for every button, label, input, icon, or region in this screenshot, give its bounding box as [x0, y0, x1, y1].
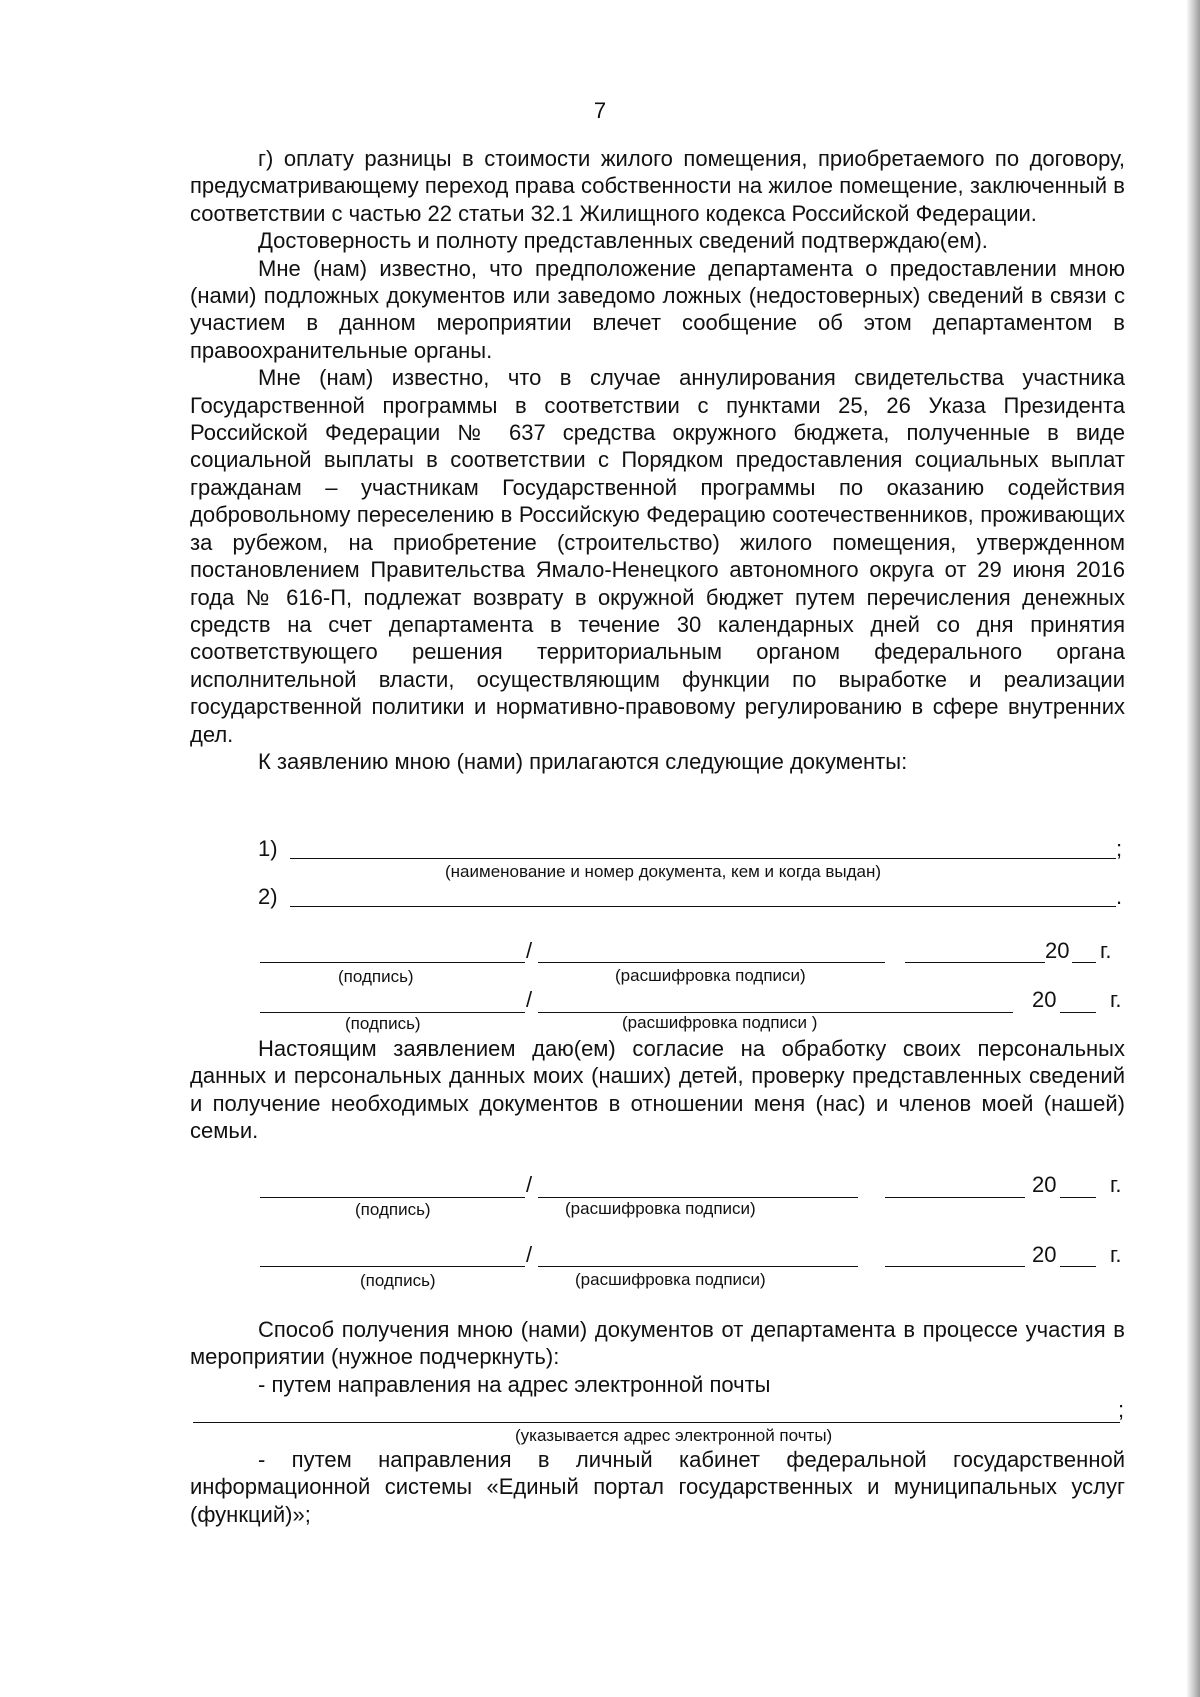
doc-item-2-label: 2) — [258, 884, 278, 909]
year-line[interactable] — [1060, 1197, 1096, 1198]
year-prefix: 20 — [1032, 1172, 1057, 1197]
date-line[interactable] — [885, 1266, 1025, 1267]
year-suffix: г. — [1110, 1172, 1122, 1197]
decode-caption: (расшифровка подписи) — [615, 966, 806, 985]
date-line[interactable] — [885, 1197, 1025, 1198]
page-number: 7 — [593, 98, 607, 123]
doc-item-1-end: ; — [1116, 836, 1123, 861]
email-line[interactable] — [193, 1422, 1120, 1423]
paragraph-known-1: Мне (нам) известно, что предположение департамента о предоставлении мною (нами) подложных документов или заведомо ложных (недостоверных) сведений в связи с участием в данном мероприятии влечет сообщение об этом департаментом в правоохранительные органы. — [190, 255, 1125, 363]
paragraph-attach: К заявлению мною (нами) прилагаются следующие документы: — [258, 748, 908, 774]
year-suffix: г. — [1100, 938, 1112, 963]
decode-line[interactable] — [538, 962, 885, 963]
signature-caption: (подпись) — [338, 967, 414, 986]
year-prefix: 20 — [1032, 1242, 1057, 1267]
signature-line[interactable] — [260, 1266, 525, 1267]
doc-item-1-line[interactable] — [290, 858, 1116, 859]
doc-caption: (наименование и номер документа, кем и когда выдан) — [445, 862, 882, 881]
signature-line[interactable] — [260, 1012, 525, 1013]
decode-caption: (расшифровка подписи ) — [622, 1013, 818, 1032]
doc-item-2-line[interactable] — [290, 906, 1116, 907]
cabinet-block — [190, 1446, 1125, 1528]
slash: / — [526, 1172, 533, 1197]
doc-item-2-end: . — [1116, 884, 1123, 909]
year-suffix: г. — [1110, 1242, 1122, 1267]
paragraph-g: г) оплату разницы в стоимости жилого помещения, приобретаемого по договору, предусматривающему переход права собственности на жилое помещение, заключенный в соответствии с частью 22 статьи 32.1 Жилищного кодекса Российской Федерации. — [190, 146, 1125, 226]
year-line[interactable] — [1072, 962, 1096, 963]
paragraph-confirm: Достоверность и полноту представленных сведений подтверждаю(ем). — [258, 228, 988, 254]
consent-block — [190, 1035, 1125, 1145]
date-line[interactable] — [905, 962, 1045, 963]
scan-edge-shadow — [1186, 0, 1200, 1697]
main-text-block — [190, 145, 1125, 775]
signature-caption: (подпись) — [345, 1014, 421, 1033]
slash: / — [526, 987, 533, 1012]
option-cabinet[interactable]: - путем направления в личный кабинет федеральной государственной информационной системы «Единый портал государственных и муниципальных услуг (функций)»; — [190, 1447, 1125, 1527]
year-prefix: 20 — [1032, 987, 1057, 1012]
year-prefix: 20 — [1045, 938, 1070, 963]
decode-caption: (расшифровка подписи) — [565, 1199, 756, 1218]
slash: / — [526, 1242, 533, 1267]
option-email[interactable]: - путем направления на адрес электронной почты — [258, 1371, 771, 1397]
doc-item-1-label: 1) — [258, 836, 278, 861]
paragraph-known-2: Мне (нам) известно, что в случае аннулирования свидетельства участника Государственной программы в соответствии с пунктами 25, 26 Указа Президента Российской Федерации № 637 средства окружного бюджета, полученные в виде социальной выплаты в соответствии с Порядком предоставления социальных выплат гражданам – участникам Государственной программы по оказанию содействия добровольному переселению в Российскую Федерацию соотечественников, проживающих за рубежом, на приобретение (строительство) жилого помещения, утвержденном постановлением Правительства Ямало-Ненецкого автономного округа от 29 июня 2016 года № 616-П, подлежат возврату в окружной бюджет путем перечисления денежных средств на счет департамента в течение 30 календарных дней со дня принятия соответствующего решения территориальным органом федерального органа исполнительной власти, осуществляющим функции по выработке и реализации государственной политики и нормативно-правовому регулированию в сфере внутренних дел. — [190, 365, 1125, 747]
decode-line[interactable] — [538, 1197, 858, 1198]
signature-line[interactable] — [260, 962, 525, 963]
email-line-end: ; — [1118, 1397, 1125, 1422]
year-line[interactable] — [1060, 1012, 1096, 1013]
signature-caption: (подпись) — [360, 1271, 436, 1290]
year-line[interactable] — [1060, 1266, 1096, 1267]
signature-caption: (подпись) — [355, 1200, 431, 1219]
method-block — [190, 1316, 1125, 1398]
decode-caption: (расшифровка подписи) — [575, 1270, 766, 1289]
email-caption: (указывается адрес электронной почты) — [515, 1426, 833, 1445]
decode-line[interactable] — [538, 1266, 858, 1267]
paragraph-method: Способ получения мною (нами) документов от департамента в процессе участия в мероприятии (нужное подчеркнуть): — [190, 1317, 1125, 1370]
year-suffix: г. — [1110, 987, 1122, 1012]
paragraph-consent: Настоящим заявлением даю(ем) согласие на обработку своих персональных данных и персональных данных моих (наших) детей, проверку представленных сведений и получение необходимых документов в отношении меня (нас) и членов моей (нашей) семьи. — [190, 1036, 1125, 1144]
slash: / — [526, 938, 533, 963]
signature-line[interactable] — [260, 1197, 525, 1198]
